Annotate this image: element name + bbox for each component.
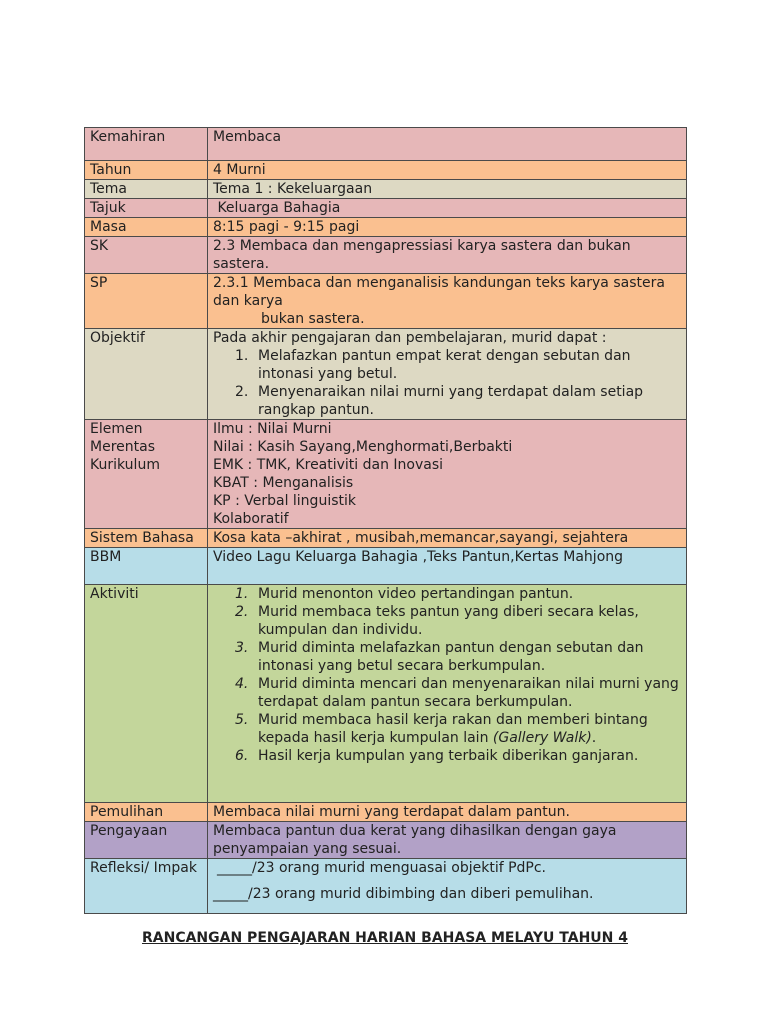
row-objektif [85,329,687,420]
aktiviti-list [213,585,681,765]
aktiviti-item [213,675,681,711]
value-sp [208,274,687,329]
value-refleksi [208,859,687,914]
row-tajuk [85,199,687,218]
refleksi-line-1: _____/23 orang murid menguasai objektif PdPc. [217,860,546,876]
aktiviti-item-number: 3. [235,640,249,656]
aktiviti-item [213,711,681,747]
aktiviti-item [213,639,681,675]
aktiviti-item-text: Murid membaca teks pantun yang diberi secara kelas, kumpulan dan individu. [258,604,639,638]
elemen-line: Kolaboratif [213,511,289,527]
aktiviti-item-text: Murid menonton video pertandingan pantun. [258,586,574,602]
objektif-item [213,347,681,383]
aktiviti-item-text: Murid membaca hasil kerja rakan dan memberi bintang kepada hasil kerja kumpulan lain [258,712,648,746]
value-kemahiran: Membaca [208,128,687,161]
objektif-item-number: 2. [235,384,249,400]
label-tajuk: Tajuk [85,199,208,218]
label-masa: Masa [85,218,208,237]
aktiviti-item-number: 4. [235,676,249,692]
value-tajuk: Keluarga Bahagia [208,199,687,218]
row-masa [85,218,687,237]
row-aktiviti [85,585,687,803]
value-masa: 8:15 pagi - 9:15 pagi [208,218,687,237]
aktiviti-item-tail: . [591,730,597,746]
value-objektif [208,329,687,420]
aktiviti-item [213,585,681,603]
objektif-item-number: 1. [235,348,249,364]
value-sistem-bahasa: Kosa kata –akhirat , musibah,memancar,sayangi, sejahtera [208,529,687,548]
value-pengayaan: Membaca pantun dua kerat yang dihasilkan dengan gaya penyampaian yang sesuai. [208,822,687,859]
row-tahun [85,161,687,180]
aktiviti-item-number: 1. [235,586,249,602]
label-elemen: Elemen Merentas Kurikulum [85,420,208,529]
elemen-line: Ilmu : Nilai Murni [213,421,332,437]
aktiviti-item-text: Murid diminta melafazkan pantun dengan sebutan dan intonasi yang betul secara berkumpulan. [258,640,644,674]
aktiviti-item [213,603,681,639]
value-elemen [208,420,687,529]
value-tema: Tema 1 : Kekeluargaan [208,180,687,199]
row-pengayaan [85,822,687,859]
objektif-item [213,383,681,419]
row-sk [85,237,687,274]
document-title: RANCANGAN PENGAJARAN HARIAN BAHASA MELAYU TAHUN 4 [141,930,628,946]
row-tema [85,180,687,199]
row-kemahiran [85,128,687,161]
label-tema: Tema [85,180,208,199]
value-pemulihan: Membaca nilai murni yang terdapat dalam pantun. [208,803,687,822]
row-bbm [85,548,687,585]
value-aktiviti [208,585,687,803]
elemen-line: Nilai : Kasih Sayang,Menghormati,Berbakti [213,439,513,455]
objektif-intro: Pada akhir pengajaran dan pembelajaran, murid dapat : [213,330,607,346]
label-kemahiran: Kemahiran [85,128,208,161]
aktiviti-item-text: Hasil kerja kumpulan yang terbaik diberikan ganjaran. [258,748,639,764]
label-tahun: Tahun [85,161,208,180]
value-tahun: 4 Murni [208,161,687,180]
elemen-line: KBAT : Menganalisis [213,475,354,491]
row-sistem-bahasa [85,529,687,548]
aktiviti-item [213,747,681,765]
label-refleksi: Refleksi/ Impak [85,859,208,914]
label-sistem-bahasa: Sistem Bahasa [85,529,208,548]
row-pemulihan [85,803,687,822]
label-pengayaan: Pengayaan [85,822,208,859]
aktiviti-item-number: 6. [235,748,249,764]
sp-line-1: 2.3.1 Membaca dan menganalisis kandungan teks karya sastera dan karya [213,275,665,309]
row-elemen [85,420,687,529]
aktiviti-item-number: 2. [235,604,249,620]
value-sk: 2.3 Membaca dan mengapressiasi karya sastera dan bukan sastera. [208,237,687,274]
label-sk: SK [85,237,208,274]
label-aktiviti: Aktiviti [85,585,208,803]
aktiviti-item-text: Murid diminta mencari dan menyenaraikan nilai murni yang terdapat dalam pantun secara berkumpulan. [258,676,679,710]
aktiviti-item-number: 5. [235,712,249,728]
elemen-line: EMK : TMK, Kreativiti dan Inovasi [213,457,444,473]
sp-line-2: bukan sastera. [261,311,365,327]
label-bbm: BBM [85,548,208,585]
lesson-plan-table [84,127,687,914]
elemen-line: KP : Verbal linguistik [213,493,356,509]
row-refleksi [85,859,687,914]
refleksi-line-2: _____/23 orang murid dibimbing dan diberi pemulihan. [213,886,594,902]
aktiviti-item-italic: (Gallery Walk) [492,730,592,746]
row-sp [85,274,687,329]
objektif-item-text: Menyenaraikan nilai murni yang terdapat dalam setiap rangkap pantun. [258,384,644,418]
value-bbm: Video Lagu Keluarga Bahagia ,Teks Pantun,Kertas Mahjong [208,548,687,585]
lesson-plan-sheet [84,127,686,914]
objektif-item-text: Melafazkan pantun empat kerat dengan sebutan dan intonasi yang betul. [258,348,631,382]
objektif-list [213,347,681,419]
label-pemulihan: Pemulihan [85,803,208,822]
label-sp: SP [85,274,208,329]
label-objektif: Objektif [85,329,208,420]
